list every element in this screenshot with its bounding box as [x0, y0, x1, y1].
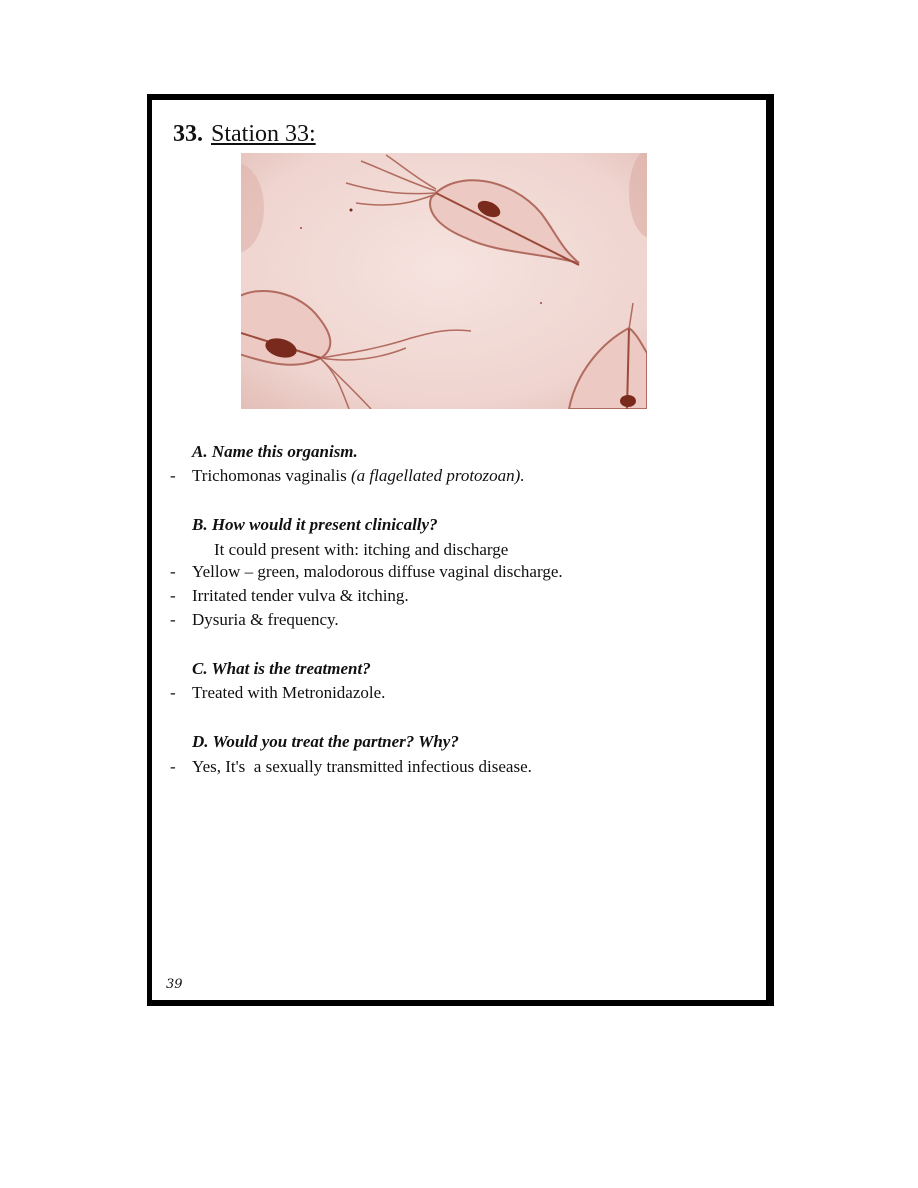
question-b: B. How would it present clinically? — [192, 515, 438, 534]
bullet-dash: - — [170, 562, 176, 581]
answer-d — [170, 756, 532, 778]
station-title — [173, 118, 316, 150]
bullet-dash: - — [170, 683, 176, 702]
list-item-text: Yellow – green, malodorous diffuse vaginal discharge. — [192, 562, 563, 581]
question-c: C. What is the treatment? — [192, 659, 371, 678]
list-item — [170, 561, 563, 583]
station-number: 33. — [173, 121, 203, 147]
answer-a — [170, 465, 525, 487]
page-number: 39 — [166, 977, 183, 992]
answer-b-intro: It could present with: itching and discharge — [214, 540, 509, 559]
bullet-dash: - — [170, 466, 176, 485]
answer-c — [170, 682, 385, 704]
list-item-text: Irritated tender vulva & itching. — [192, 586, 409, 605]
bullet-dash: - — [170, 610, 176, 629]
question-a: A. Name this organism. — [192, 442, 358, 461]
list-item — [170, 585, 409, 607]
answer-a-text: Trichomonas vaginalis — [192, 466, 351, 485]
bullet-dash: - — [170, 757, 176, 776]
organism-micrograph — [241, 153, 647, 409]
list-item-text: Dysuria & frequency. — [192, 610, 339, 629]
station-label: Station 33: — [211, 121, 316, 147]
answer-c-text: Treated with Metronidazole. — [192, 683, 386, 702]
answer-d-text: Yes, It's a sexually transmitted infectious disease. — [192, 757, 532, 776]
answer-a-note: (a flagellated protozoan). — [350, 466, 525, 485]
bullet-dash: - — [170, 586, 176, 605]
list-item — [170, 609, 339, 631]
question-d: D. Would you treat the partner? Why? — [192, 732, 459, 751]
